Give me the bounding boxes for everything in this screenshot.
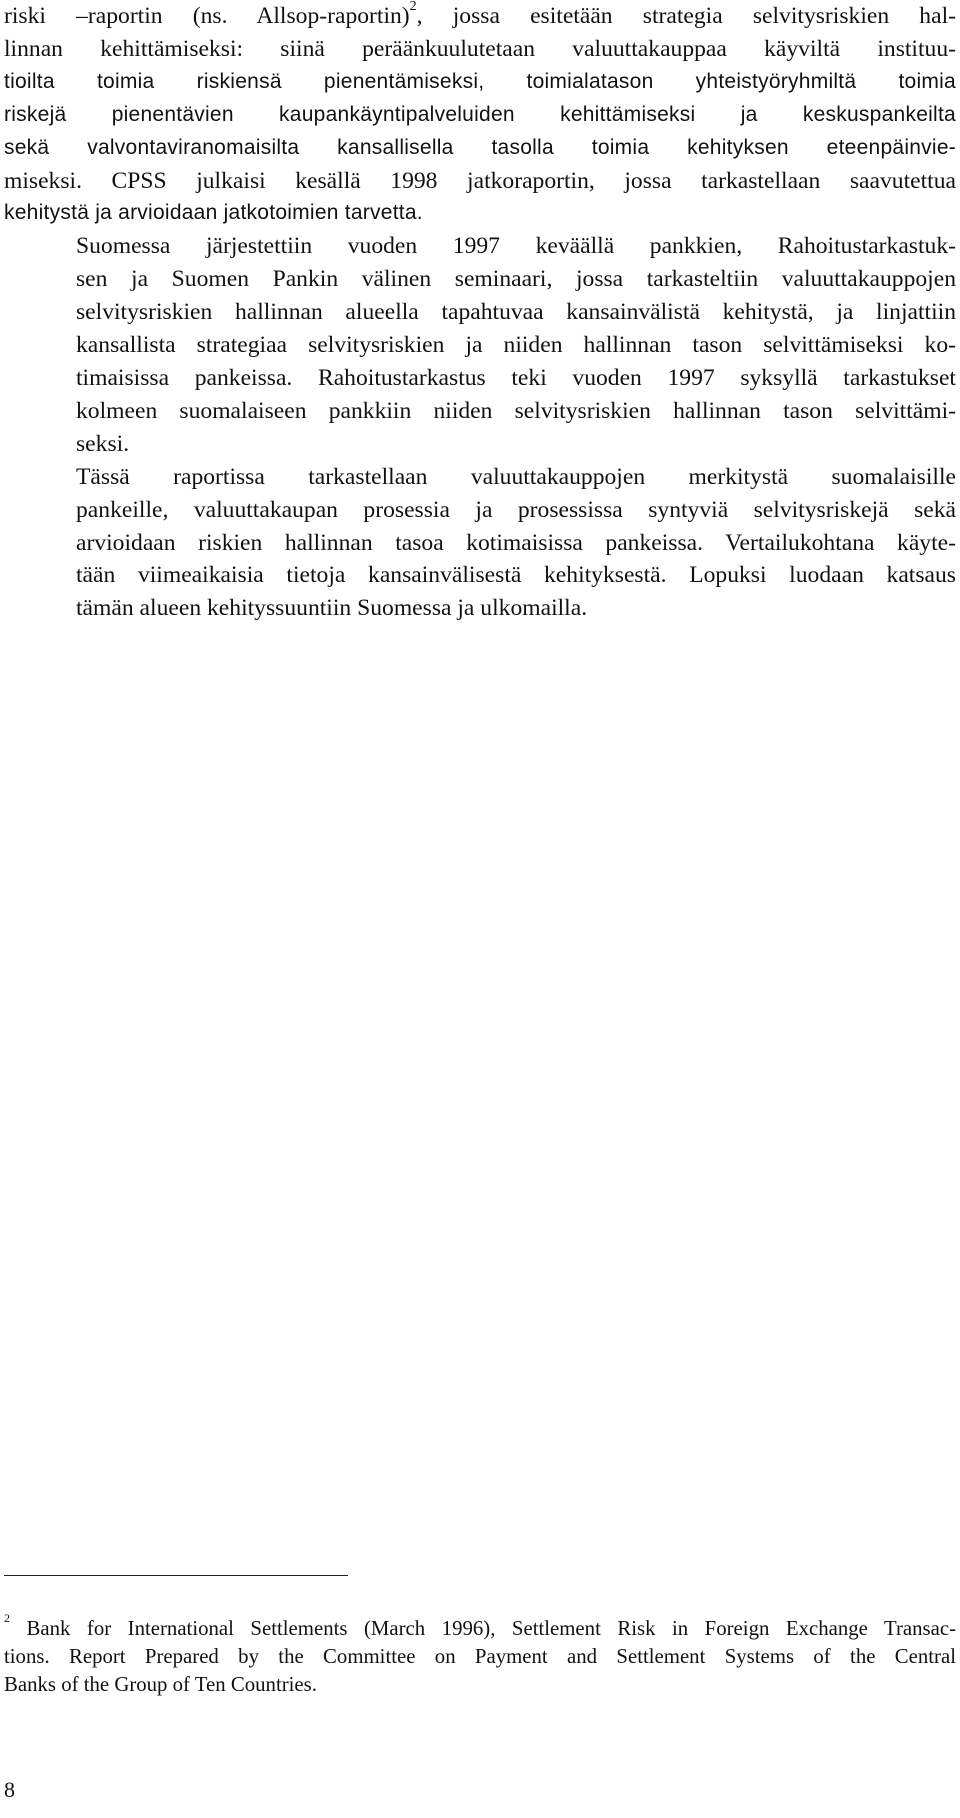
text-line: sekä valvontaviranomaisilta kansallisella tasolla toimia kehityksen eteenpäinvie- (4, 135, 956, 159)
text-line: miseksi. CPSS julkaisi kesällä 1998 jatkoraportin, jossa tarkastellaan saavutettua (4, 167, 956, 194)
text-line: selvitysriskien hallinnan alueella tapahtuvaa kansainvälistä kehitystä, ja linjattiin (76, 299, 956, 326)
page-number: 8 (4, 1777, 15, 1802)
text-line: pankeille, valuuttakaupan prosessia ja prosessissa syntyviä selvitysriskejä sekä (76, 496, 956, 523)
text-line: Tässä raportissa tarkastellaan valuuttakauppojen merkitystä suomalaisille (76, 463, 956, 490)
paragraph-1 (4, 0, 956, 230)
paragraph-2 (4, 230, 956, 460)
text-line: timaisissa pankeissa. Rahoitustarkastus teki vuoden 1997 syksyllä tarkastukset (76, 364, 956, 391)
text-line: kansallista strategiaa selvitysriskien ja niiden hallinnan tason selvittämiseksi ko- (76, 332, 956, 359)
text-line: tioilta toimia riskiensä pienentämiseksi, toimialatason yhteistyöryhmiltä toimia (4, 69, 956, 93)
footnote (4, 1611, 956, 1699)
footnote-line: $^2$ Bank for International Settlements (March 1996), Settlement Risk in Foreign Exchange Transac- (4, 1611, 956, 1640)
text-line: kolmeen suomalaiseen pankkiin niiden selvitysriskien hallinnan tason selvittämi- (76, 397, 956, 424)
footnote-marker: 2 (4, 1611, 10, 1626)
text-line: riskejä pienentävien kaupankäyntipalveluiden kehittämiseksi ja keskuspankeilta (4, 102, 956, 126)
paragraph-3 (4, 461, 956, 626)
footnote-line: tions. Report Prepared by the Committee on Payment and Settlement Systems of the Central (4, 1645, 956, 1668)
text-line: arvioidaan riskien hallinnan tasoa kotimaisissa pankeissa. Vertailukohtana käyte- (76, 529, 956, 556)
text-line: kehitystä ja arvioidaan jatkotoimien tarvetta. (4, 201, 423, 225)
document-page (4, 0, 956, 1818)
text-line: riski –raportin (ns. Allsop-raportin)$^2$, jossa esitetään strategia selvitysriskien hal- (4, 0, 956, 29)
text-line: tään viimeaikaisia tietoja kansainvälisestä kehityksestä. Lopuksi luodaan katsaus (76, 562, 956, 589)
footnote-reference[interactable]: 2 (409, 0, 417, 15)
text-line: sen ja Suomen Pankin välinen seminaari, jossa tarkasteltiin valuuttakauppojen (76, 266, 956, 293)
body-text (4, 0, 956, 625)
footnote-divider (4, 1575, 348, 1576)
text-line: Suomessa järjestettiin vuoden 1997 keväällä pankkien, Rahoitustarkastuk- (76, 233, 956, 260)
text-line: linnan kehittämiseksi: siinä peräänkuulutetaan valuuttakauppaa käyviltä instituu- (4, 35, 956, 62)
footnote-line: Banks of the Group of Ten Countries. (4, 1673, 317, 1696)
text-line: seksi. (76, 430, 130, 457)
text-line: tämän alueen kehityssuuntiin Suomessa ja ulkomailla. (76, 595, 588, 622)
